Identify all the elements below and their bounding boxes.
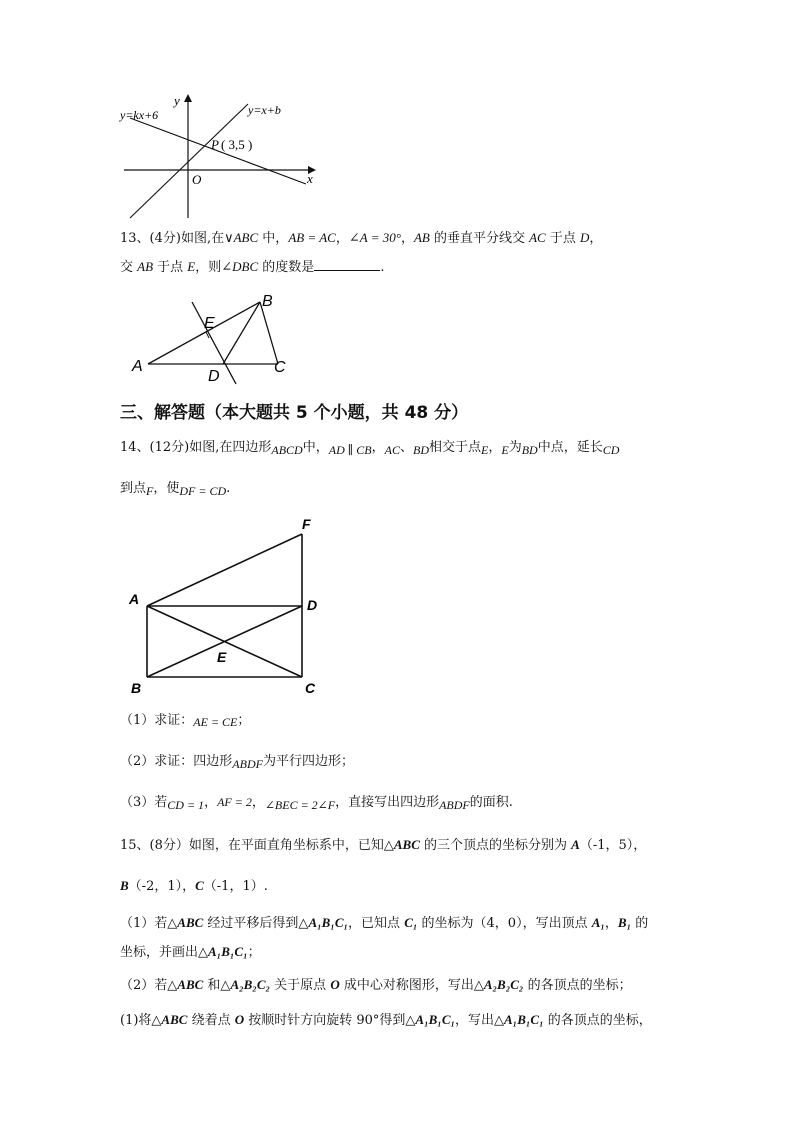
triangle-figure-13	[128, 290, 303, 385]
q15-part-2: （2）若△ABC 和△A₂B₂C₂ 关于原点 O 成中心对称图形，写出△A₂B₂C₂ 的各顶点的坐标；	[120, 977, 632, 993]
label-C: C	[305, 680, 316, 696]
label-D: D	[307, 597, 318, 613]
label-C: C	[274, 359, 286, 376]
y-axis-arrow	[184, 94, 192, 102]
quadrilateral-figure-14	[125, 512, 330, 702]
q14-part-3: （3）若CD = 1，AF = 2，∠BEC = 2∠F，直接写出四边形ABDF的面积.	[120, 795, 513, 812]
q15-line-2: B（-2，1），C（-1，1）.	[120, 878, 268, 894]
q14-part-1: （1）求证：AE = CE；	[120, 713, 251, 729]
q14-line-2: 到点F，使DF = CD.	[120, 481, 231, 498]
origin-label: O	[192, 172, 202, 187]
label-E: E	[204, 315, 215, 332]
q13-line-1: 13、(4分)如图,在∨ABC 中，AB = AC，∠A = 30°，AB 的垂直平分线交 AC 于点 D，	[120, 230, 603, 246]
q14-part-2: （2）求证：四边形ABDF为平行四边形；	[120, 754, 354, 771]
segment-BD	[223, 302, 260, 364]
q15-part-1-line-1: （1）若△ABC 经过平移后得到△A₁B₁C₁，已知点 C₁ 的坐标为（4，0），写出顶点 A₁，B₁ 的	[120, 915, 649, 931]
point-p-label: P ( 3,5 )	[211, 137, 253, 152]
q13-line-2: 交 AB 于点 E，则∠DBC 的度数是 .	[120, 259, 385, 275]
q15-line-1: 15、(8分）如图，在平面直角坐标系中，已知△ABC 的三个顶点的坐标分别为 A（-1，5），	[120, 837, 647, 853]
line2-label: y=x+b	[248, 103, 281, 117]
q15-part-1-line-2: 坐标，并画出△A₁B₁C₁；	[120, 944, 261, 960]
segment-BC	[260, 302, 278, 364]
y-axis-label: y	[174, 93, 180, 108]
label-B: B	[131, 680, 142, 696]
x-axis-label: x	[307, 171, 313, 186]
label-B: B	[262, 293, 273, 310]
q15-part-3: (1)将△ABC 绕着点 O 按顺时针方向旋转 90°得到△A₁B₁C₁，写出△A₁B₁C₁ 的各顶点的坐标，	[120, 1012, 652, 1028]
lines-graph-figure	[118, 88, 328, 223]
q14-line-1: 14、(12分)如图,在四边形ABCD中，AD ∥ CB，AC、BD相交于点E，E为BD中点，延长CD	[120, 440, 620, 457]
label-A: A	[132, 358, 143, 375]
label-A: A	[129, 591, 140, 607]
answer-blank[interactable]	[314, 258, 380, 271]
section-3-heading: 三、解答题（本大题共 5 个小题，共 48 分）	[120, 403, 469, 423]
label-D: D	[208, 368, 220, 385]
label-F: F	[302, 516, 311, 532]
segment-AF	[147, 534, 302, 606]
line1-label: y=kx+6	[120, 108, 159, 122]
label-E: E	[217, 649, 227, 665]
